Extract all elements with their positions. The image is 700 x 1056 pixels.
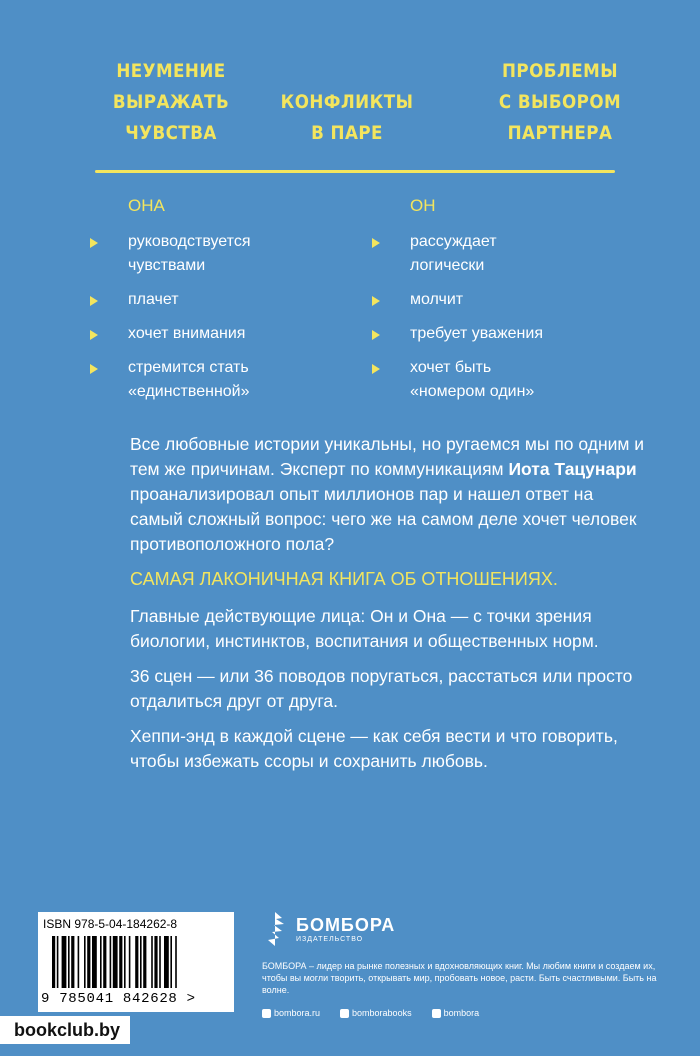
barcode-stripe <box>119 936 122 988</box>
list-item: руководствуется чувствами <box>90 230 330 278</box>
author-name: Иота Тацунари <box>508 459 637 479</box>
triangle-bullet-icon <box>90 238 98 248</box>
topic-conflicts: КОНФЛИКТЫ В ПАРЕ <box>280 91 414 144</box>
barcode-stripe <box>92 936 97 988</box>
barcode-stripe <box>100 936 102 988</box>
barcode-stripe <box>57 936 59 988</box>
vk-icon <box>340 1009 349 1018</box>
column-heading: ОНА <box>128 196 165 215</box>
publisher-name: БОМБОРА <box>296 915 396 935</box>
barcode-stripe <box>170 936 172 988</box>
topic-partner-choice: ПРОБЛЕМЫ С ВЫБОРОМ ПАРТНЕРА <box>498 60 622 144</box>
column-heading: ОН <box>410 196 436 215</box>
barcode-stripe <box>175 936 177 988</box>
paragraph-happy-end: Хеппи-энд в каждой сцене — как себя вести и что говорить, чтобы избежать ссоры и сохранить любовь. <box>130 726 618 771</box>
column-she <box>90 196 330 414</box>
telegram-icon <box>432 1009 441 1018</box>
social-site[interactable]: bombora.ru <box>262 1008 320 1018</box>
publisher-block <box>262 910 682 1018</box>
tree-logo-icon <box>262 910 288 948</box>
list-item: стремится стать «единственной» <box>90 356 330 404</box>
barcode-stripe <box>124 936 126 988</box>
barcode-stripe <box>143 936 146 988</box>
tagline: САМАЯ ЛАКОНИЧНАЯ КНИГА ОБ ОТНОШЕНИЯХ. <box>130 569 558 589</box>
triangle-bullet-icon <box>90 296 98 306</box>
barcode <box>38 912 234 1012</box>
triangle-bullet-icon <box>372 296 380 306</box>
list-item: рассуждает логически <box>372 230 612 278</box>
list-item: требует уважения <box>372 322 612 346</box>
publisher-description: БОМБОРА – лидер на рынке полезных и вдохновляющих книг. Мы любим книги и создаем их, чтобы вы могли творить, открывать мир, пробовать новое, расти. Быть счастливыми. Быть на волне. <box>262 961 657 995</box>
barcode-stripe <box>71 936 74 988</box>
social-vk[interactable]: bomborabooks <box>340 1008 412 1018</box>
triangle-bullet-icon <box>90 330 98 340</box>
barcode-stripe <box>159 936 161 988</box>
topic-emotions: НЕУМЕНИЕ ВЫРАЖАТЬ ЧУВСТВА <box>112 60 230 144</box>
barcode-stripe <box>68 936 70 988</box>
barcode-bars <box>52 936 228 988</box>
list-item: хочет внимания <box>90 322 330 346</box>
column-he <box>372 196 612 414</box>
barcode-stripe <box>135 936 138 988</box>
triangle-bullet-icon <box>372 330 380 340</box>
watermark: bookclub.by <box>0 1016 130 1044</box>
paragraph-characters: Главные действующие лица: Он и Она — с точки зрения биологии, инстинктов, воспитания и общественных норм. <box>130 606 599 651</box>
triangle-bullet-icon <box>372 364 380 374</box>
description-text <box>130 432 650 784</box>
triangle-bullet-icon <box>90 364 98 374</box>
barcode-digits: 9 785041 842628 > <box>41 991 196 1007</box>
list-item: хочет быть «номером один» <box>372 356 612 404</box>
barcode-stripe <box>113 936 118 988</box>
barcode-stripe <box>140 936 142 988</box>
publisher-sub: ИЗДАТЕЛЬСТВО <box>296 936 364 943</box>
social-telegram[interactable]: bombora <box>432 1008 480 1018</box>
triangle-bullet-icon <box>372 238 380 248</box>
barcode-stripe <box>87 936 90 988</box>
social-links <box>262 1008 682 1018</box>
barcode-stripe <box>84 936 86 988</box>
barcode-stripe <box>78 936 80 988</box>
barcode-stripe <box>103 936 106 988</box>
barcode-stripe <box>164 936 169 988</box>
paragraph-intro: Все любовные истории уникальны, но ругаемся мы по одним и тем же причинам. Эксперт по коммуникациям Иота Тацунари проанализировал опыт миллионов пар и нашел ответ на самый сложный вопрос: чего же на самом деле хочет человек противоположного пола? <box>130 434 645 554</box>
barcode-stripe <box>62 936 67 988</box>
publisher-logo <box>262 910 682 948</box>
globe-icon <box>262 1009 271 1018</box>
isbn-label: ISBN 978-5-04-184262-8 <box>43 917 178 931</box>
barcode-stripe <box>154 936 157 988</box>
list-item: плачет <box>90 288 330 312</box>
divider <box>95 170 615 173</box>
list-item: молчит <box>372 288 612 312</box>
barcode-stripe <box>110 936 112 988</box>
paragraph-scenes: 36 сцен — или 36 поводов поругаться, расстаться или просто отдалиться друг от друга. <box>130 666 633 711</box>
barcode-stripe <box>129 936 131 988</box>
topics-header <box>0 56 700 166</box>
barcode-stripe <box>52 936 55 988</box>
barcode-stripe <box>151 936 153 988</box>
